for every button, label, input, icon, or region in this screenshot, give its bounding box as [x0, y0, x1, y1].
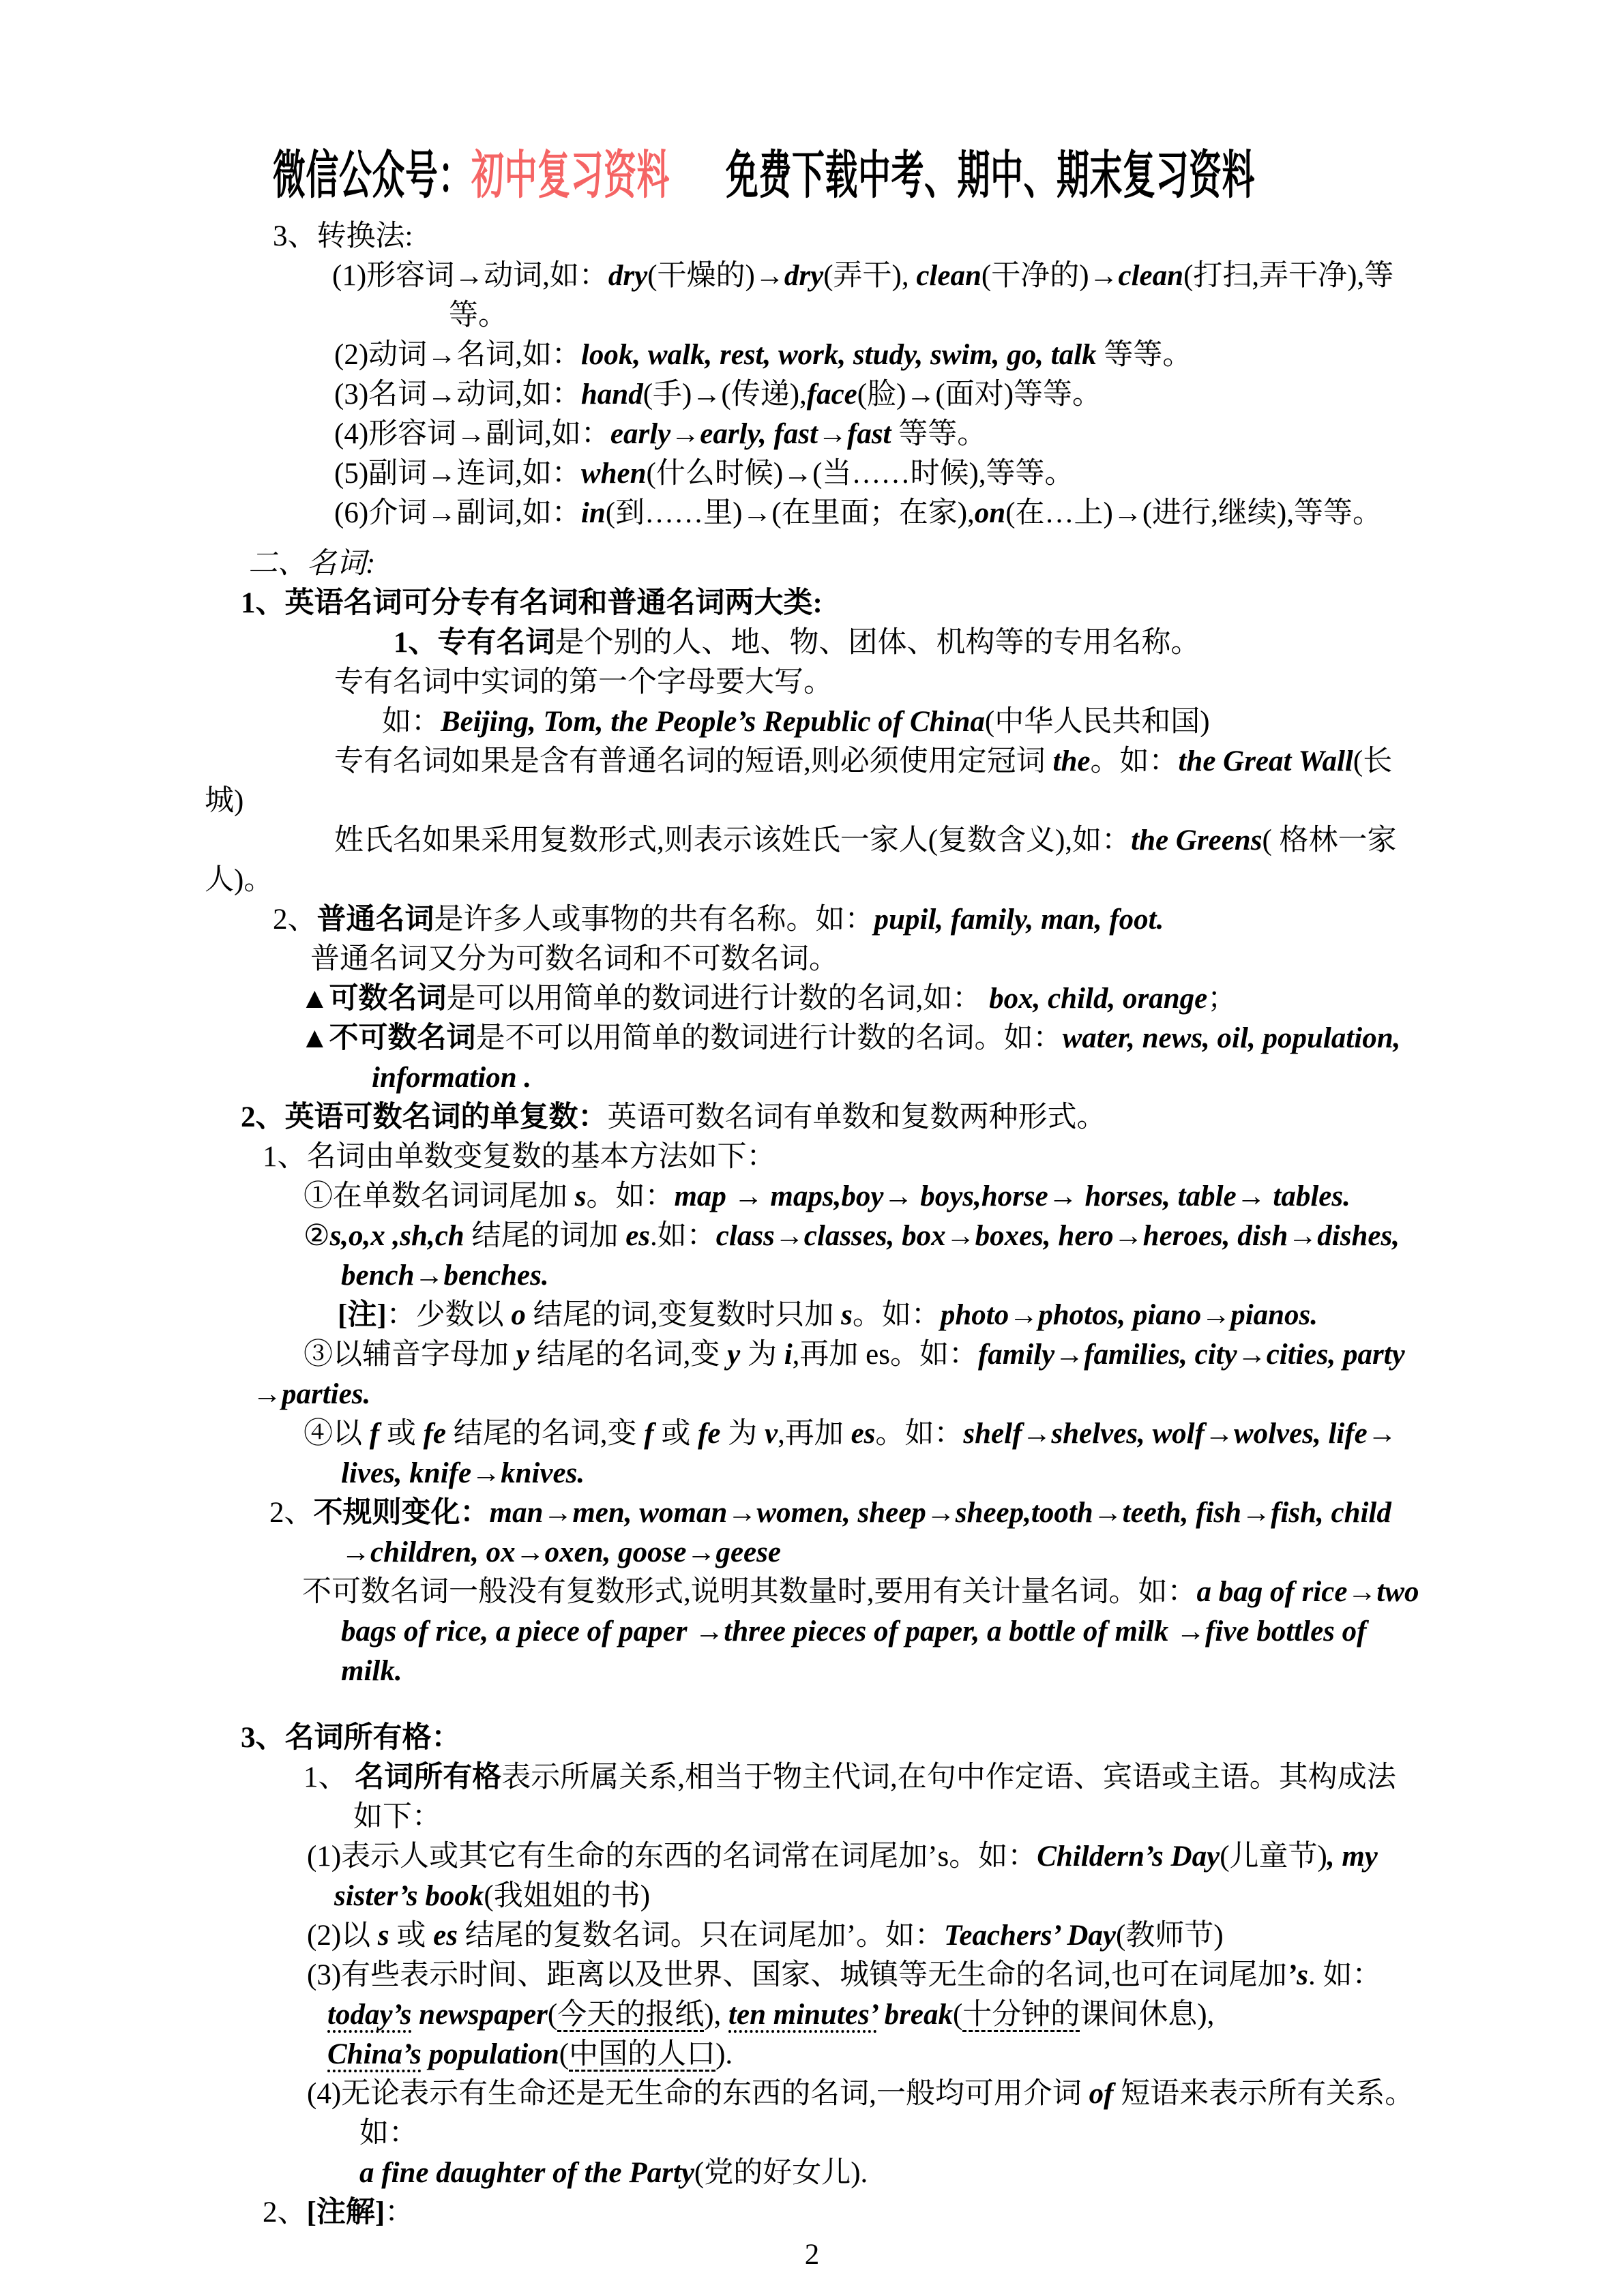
text-line [0, 2114, 1624, 2153]
text-line [0, 1493, 1624, 1533]
text-run: lives, knife→knives. [341, 1457, 585, 1489]
text-run: f [369, 1418, 380, 1450]
text-line [0, 623, 1624, 663]
text-run: the Greens [1131, 824, 1263, 856]
text-run: es [625, 1220, 651, 1252]
text-run: 人)。 [205, 864, 274, 896]
text-run: →parties. [252, 1378, 371, 1410]
text-run: (脸)→(面对)等等。 [857, 378, 1102, 411]
text-run: ). [715, 2038, 733, 2070]
text-run: milk. [341, 1655, 402, 1687]
text-run: 如： [382, 706, 441, 738]
text-line [0, 336, 1624, 375]
text-run: dry [784, 260, 824, 292]
text-run: v [764, 1418, 778, 1450]
text-run: 3、转换法: [273, 220, 413, 252]
text-run: (干燥的)→ [647, 260, 784, 292]
text-run: information . [372, 1062, 532, 1094]
text-run: 2、 [273, 904, 317, 936]
text-run: (我姐姐的书) [484, 1880, 651, 1912]
text-run: 1、英语名词可分专有名词和普通名词两大类: [241, 587, 823, 619]
header-highlight: 初中复习资料 [471, 147, 670, 205]
text-line [0, 256, 1624, 296]
text-run: (2)以 [307, 1920, 378, 1952]
text-run: 结尾的词,变复数时只加 [525, 1299, 842, 1331]
text-run: , my [1327, 1840, 1378, 1873]
text-run: 等等。 [891, 418, 987, 450]
text-run: 结尾的复数名词。只在词尾加’。如： [457, 1920, 945, 1952]
text-run: 二、名词: [248, 548, 376, 580]
text-line [0, 821, 1624, 861]
text-line [0, 900, 1624, 940]
text-run: map → maps,boy→ boys,horse→ horses, table→ tables. [674, 1180, 1350, 1212]
text-run: photo→photos, piano→pianos. [940, 1299, 1318, 1331]
text-run: 名词所有格 [355, 1761, 502, 1793]
page-footer [0, 2238, 1624, 2271]
text-line [0, 1652, 1624, 1691]
text-run: (长 [1353, 745, 1393, 777]
text-run: 普通名词 [316, 904, 434, 936]
text-run: (手)→(传递), [643, 378, 807, 411]
text-run: 1、 [304, 1761, 355, 1793]
text-run: 1、名词由单数变复数的基本方法如下： [263, 1141, 776, 1173]
text-run: water, news, oil, population, [1062, 1022, 1401, 1054]
text-run: es [433, 1920, 458, 1952]
text-run: (2)动词→名词,如： [334, 339, 581, 371]
text-run: o [511, 1299, 526, 1331]
text-line [0, 663, 1624, 702]
text-run: es [851, 1418, 876, 1450]
text-line [0, 1414, 1624, 1454]
text-line [0, 1612, 1624, 1652]
text-line [0, 1533, 1624, 1572]
text-line [0, 940, 1624, 979]
text-run: y [727, 1339, 741, 1371]
text-line [0, 1837, 1624, 1877]
text-run: 专有名词如果是含有普通名词的短语,则必须使用定冠词 [334, 745, 1053, 777]
text-run: a fine daughter of the Party [359, 2157, 694, 2189]
text-run: newspaper [411, 1999, 548, 2031]
text-line [0, 742, 1624, 781]
text-run: (4)形容词→副词,如： [334, 418, 610, 450]
header-suffix: 免费下载中考、期中、期末复习资料 [726, 147, 1256, 205]
text-line [0, 781, 1624, 821]
text-run: (党的好女儿). [694, 2157, 868, 2189]
text-line [0, 296, 1624, 336]
text-run: →children, ox→oxen, goose→geese [341, 1536, 781, 1568]
text-run: 普通名词又分为可数名词和不可数名词。 [310, 943, 838, 975]
text-run: fe [698, 1418, 721, 1450]
text-run: bench→benches. [341, 1259, 549, 1292]
text-run: ▲可数名词 [300, 983, 447, 1015]
text-run: family→families, city→cities, party [977, 1339, 1405, 1371]
text-run: ,再加 es。如： [792, 1339, 978, 1371]
text-run: y [516, 1339, 529, 1371]
text-run: (6)介词→副词,如： [334, 497, 581, 529]
text-line [0, 861, 1624, 900]
text-run: 。如： [586, 1180, 675, 1212]
text-run: ：少数以 [386, 1299, 512, 1331]
text-run: 课间休息), [1080, 1999, 1215, 2031]
text-run: ( 格林一家 [1262, 824, 1397, 856]
text-line [0, 979, 1624, 1019]
text-run: (教师节) [1116, 1920, 1224, 1952]
text-run: (打扫,弄干净),等 [1183, 260, 1394, 292]
text-run: 城) [205, 785, 244, 817]
text-line [0, 1718, 1624, 1758]
text-run: Childern’s Day [1037, 1840, 1220, 1873]
text-run: 为 [720, 1418, 765, 1450]
text-line [0, 544, 1624, 584]
text-run: ( [952, 1999, 963, 2031]
text-run: population [421, 2038, 559, 2070]
text-run: 等。 [449, 299, 507, 331]
text-run: today’s [327, 1999, 412, 2031]
text-run: 十分钟的 [962, 1999, 1080, 2031]
text-run: clean [916, 260, 981, 292]
text-line [0, 1758, 1624, 1798]
text-run: 3、名词所有格： [241, 1722, 461, 1754]
text-line [0, 1256, 1624, 1296]
text-run: ( [559, 2038, 570, 2070]
text-run: early→early, fast→fast [610, 418, 891, 450]
text-line [0, 702, 1624, 742]
text-run: 为 [740, 1339, 784, 1371]
text-run: 是许多人或事物的共有名称。如： [434, 904, 874, 936]
text-run: dry [608, 260, 648, 292]
text-run: 或 [653, 1418, 698, 1450]
text-run: 2、 [263, 2196, 307, 2228]
text-run: 不可数名词一般没有复数形式,说明其数量时,要用有关计量名词。如： [302, 1576, 1197, 1608]
text-run: ,再加 [778, 1418, 851, 1450]
text-run: 2、英语可数名词的单复数： [241, 1101, 608, 1133]
text-run: ), [704, 1999, 729, 2031]
text-run: 2、 [269, 1497, 314, 1529]
text-line [0, 375, 1624, 415]
text-run: s [377, 1920, 389, 1952]
text-run: hand [580, 378, 643, 411]
text-run: 今天的报纸 [557, 1999, 705, 2031]
text-run: 。如： [875, 1418, 964, 1450]
text-line [0, 1296, 1624, 1335]
text-run: (5)副词→连词,如： [334, 458, 581, 490]
text-line [0, 1137, 1624, 1177]
text-run: (3)有些表示时间、距离以及世界、国家、城镇等无生命的名词,也可在词尾加 [307, 1959, 1287, 1991]
text-run: ④以 [304, 1418, 370, 1450]
text-line [0, 584, 1624, 623]
text-line [0, 2035, 1624, 2074]
text-run: 表示所属关系,相当于物主代词,在句中作定语、宾语或主语。其构成法 [501, 1761, 1396, 1793]
text-run: (弄干), [823, 260, 917, 292]
text-run: sister’s book [334, 1880, 484, 1912]
text-line [0, 1098, 1624, 1137]
header-prefix: 微信公众号： [273, 147, 472, 205]
text-run: China’s [327, 2038, 422, 2070]
text-run: clean [1118, 260, 1184, 292]
text-run: 结尾的名词,变 [529, 1339, 728, 1371]
text-run: 等等。 [1096, 339, 1192, 371]
text-run: bags of rice, a piece of paper →three pieces of paper, a bottle of milk →five bottles of [341, 1615, 1367, 1648]
text-run: a bag of rice→two [1196, 1576, 1419, 1608]
text-run: 是个别的人、地、物、团体、机构等的专用名称。 [555, 627, 1200, 659]
text-run: Beijing, Tom, the People’s Republic of China [441, 706, 985, 738]
text-line [0, 1217, 1624, 1256]
text-run: the [1052, 745, 1091, 777]
text-run: break [876, 1999, 953, 2031]
text-line [0, 2153, 1624, 2193]
text-run: (什么时候)→(当……时候),等等。 [646, 458, 1074, 490]
text-run: 不规则变化： [313, 1497, 490, 1529]
text-run: (到……里)→(在里面；在家), [605, 497, 975, 529]
text-run: when [580, 458, 647, 490]
text-run: .如： [650, 1220, 716, 1252]
text-run: box, child, orange [989, 983, 1208, 1015]
text-run: the Great Wall [1178, 745, 1353, 777]
text-run: face [806, 378, 857, 411]
text-run: 姓氏名如果采用复数形式,则表示该姓氏一家人(复数含义),如： [334, 824, 1132, 856]
text-run: 英语可数名词有单数和复数两种形式。 [607, 1101, 1106, 1133]
text-line [0, 1375, 1624, 1414]
text-line [0, 1572, 1624, 1612]
text-run: ten minutes’ [728, 1999, 877, 2031]
text-run: ①在单数名词词尾加 [304, 1180, 575, 1212]
text-run: class→classes, box→boxes, hero→heroes, dish→dishes, [715, 1220, 1400, 1252]
text-run: in [580, 497, 606, 529]
text-line [0, 2193, 1624, 2233]
text-run: (1)表示人或其它有生命的东西的名词常在词尾加’s。如： [307, 1840, 1037, 1873]
document-body [0, 217, 1624, 2233]
text-line [0, 1956, 1624, 1995]
page-header-text [273, 142, 1255, 210]
text-run: 如： [359, 2117, 418, 2149]
text-run: 或 [379, 1418, 424, 1450]
text-run: . 如： [1308, 1959, 1382, 1991]
text-run: pupil, family, man, foot. [874, 904, 1164, 936]
page-number: 2 [804, 2239, 820, 2271]
text-run: (3)名词→动词,如： [334, 378, 581, 411]
text-run: man→men, woman→women, sheep→sheep,tooth→teeth, fish→fish, child [489, 1497, 1391, 1529]
text-line [0, 217, 1624, 256]
text-run: 短语来表示所有关系。 [1113, 2078, 1415, 2110]
text-line [0, 1019, 1624, 1058]
text-line [0, 1995, 1624, 2035]
page-header [0, 0, 1624, 210]
text-run: of [1089, 2078, 1114, 2110]
text-run: ’s [1286, 1959, 1308, 1991]
text-run: f [644, 1418, 654, 1450]
text-run: 结尾的词加 [464, 1220, 626, 1252]
text-run: fe [423, 1418, 446, 1450]
text-line [0, 1177, 1624, 1217]
text-run: (儿童节) [1220, 1840, 1327, 1873]
text-run: 或 [389, 1920, 434, 1952]
text-line [0, 415, 1624, 454]
text-line [0, 1335, 1624, 1375]
text-run: 是可以用简单的数词进行计数的名词,如： [446, 983, 990, 1015]
text-run: shelf→shelves, wolf→wolves, life→ [963, 1418, 1397, 1450]
text-run: 中国的人口 [569, 2038, 716, 2070]
text-run: ( [547, 1999, 558, 2031]
text-run: 是不可以用简单的数词进行计数的名词。如： [475, 1022, 1063, 1054]
text-run: on [974, 497, 1006, 529]
text-run: s,o,x ,sh,ch [329, 1220, 464, 1252]
text-run: ； [1207, 983, 1237, 1015]
text-run: s [841, 1299, 853, 1331]
text-run: (1)形容词→动词,如： [332, 260, 608, 292]
text-line [0, 1877, 1624, 1916]
text-run: 专有名词中实词的第一个字母要大写。 [334, 666, 833, 698]
text-run: 如下： [353, 1801, 441, 1833]
text-run: (中华人民共和国) [984, 706, 1210, 738]
text-run: (干净的)→ [981, 260, 1119, 292]
text-line [0, 454, 1624, 494]
text-run: (在…上)→(进行,继续),等等。 [1005, 497, 1382, 529]
text-run: 。如： [1090, 745, 1179, 777]
text-run: ③以辅音字母加 [304, 1339, 516, 1371]
text-line [0, 2074, 1624, 2114]
text-run: [注解] [306, 2196, 385, 2228]
text-line [0, 1454, 1624, 1493]
text-line [0, 1798, 1624, 1837]
text-line [0, 1058, 1624, 1098]
text-run: ： [385, 2196, 415, 2228]
text-line [0, 494, 1624, 533]
text-run: i [784, 1339, 793, 1371]
text-run: (4)无论表示有生命还是无生命的东西的名词,一般均可用介词 [307, 2078, 1089, 2110]
text-run: ② [304, 1220, 330, 1252]
text-run: 结尾的名词,变 [445, 1418, 645, 1450]
text-run: 。如： [852, 1299, 941, 1331]
text-run: [注] [338, 1299, 387, 1331]
text-run: s [574, 1180, 587, 1212]
text-run: look, walk, rest, work, study, swim, go, talk [580, 339, 1097, 371]
text-run: ▲不可数名词 [300, 1022, 476, 1054]
text-run: Teachers’ Day [944, 1920, 1117, 1952]
text-line [0, 1916, 1624, 1956]
text-run: 1、专有名词 [394, 627, 555, 659]
